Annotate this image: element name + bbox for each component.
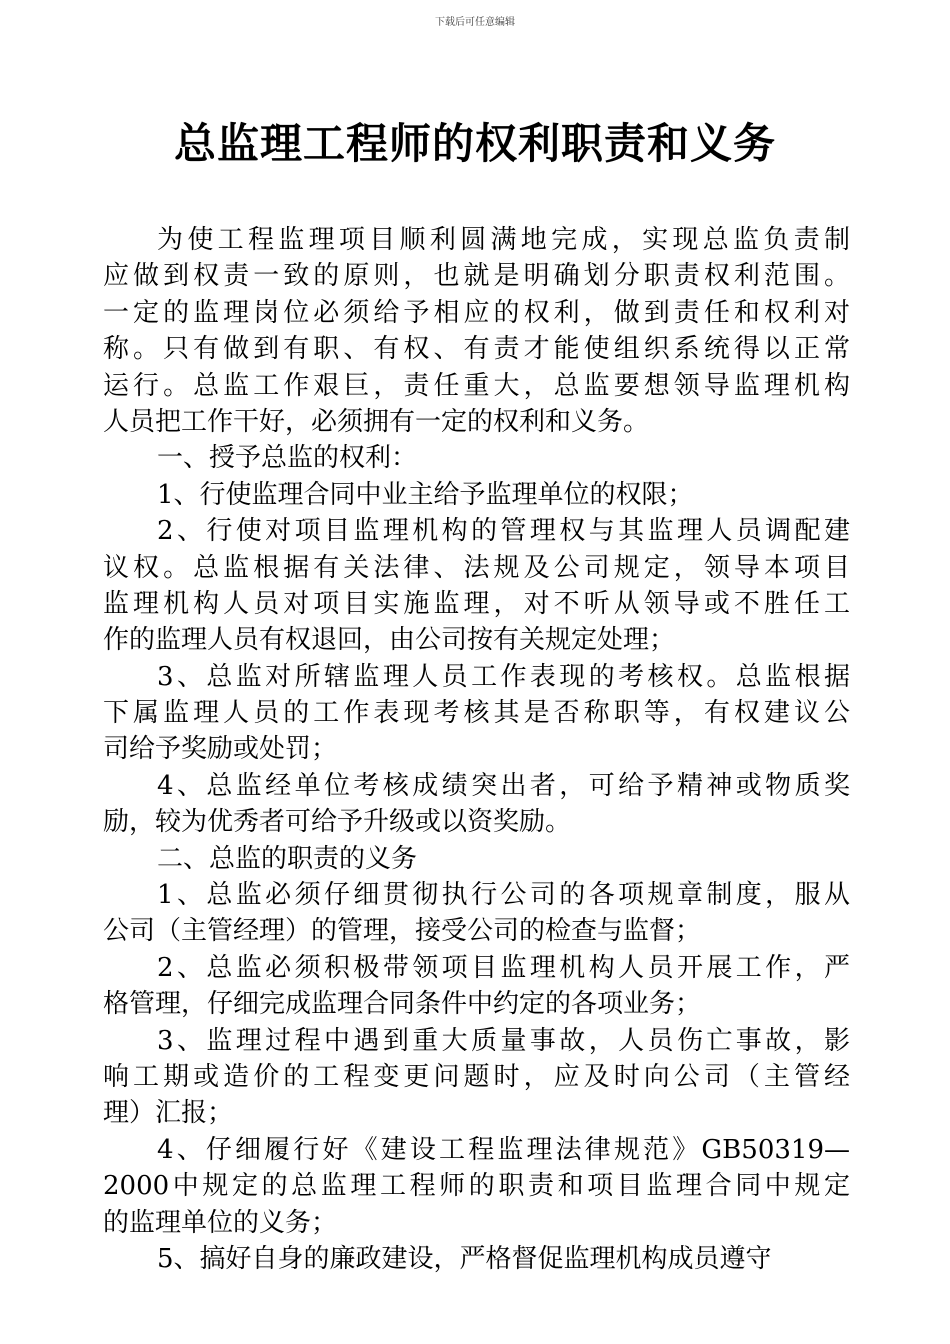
paragraph-right-1 xyxy=(103,477,850,513)
page-title: 总监理工程师的权利职责和义务 xyxy=(173,119,776,168)
text-line: 议权。总监根据有关法律、法规及公司规定，领导本项目 xyxy=(103,552,850,583)
text-line: 一、授予总监的权利： xyxy=(157,443,418,474)
text-line: 作的监理人员有权退回，由公司按有关规定处理； xyxy=(103,625,676,656)
text-line: 4、仔细履行好《建设工程监理法律规范》GB50319— xyxy=(157,1134,850,1165)
paragraph-section-2-heading xyxy=(103,841,850,877)
paragraph-duty-5 xyxy=(103,1241,850,1277)
text-line: 司给予奖励或处罚； xyxy=(103,734,338,765)
paragraph-duty-3 xyxy=(103,1023,850,1132)
text-line: 运行。总监工作艰巨，责任重大，总监要想领导监理机构 xyxy=(103,370,850,401)
text-line: 1、行使监理合同中业主给予监理单位的权限； xyxy=(157,479,694,510)
text-line: 3、监理过程中遇到重大质量事故，人员伤亡事故，影 xyxy=(157,1025,850,1056)
text-line: 响工期或造价的工程变更问题时，应及时向公司（主管经 xyxy=(103,1061,850,1092)
text-line: 2000中规定的总监理工程师的职责和项目监理合同中规定 xyxy=(103,1171,850,1202)
paragraph-right-4 xyxy=(103,768,850,841)
text-line: 二、总监的职责的义务 xyxy=(157,843,418,874)
paragraph-right-2 xyxy=(103,513,850,659)
text-line: 人员把工作干好，必须拥有一定的权利和义务。 xyxy=(103,406,650,437)
text-line: 称。只有做到有职、有权、有责才能使组织系统得以正常 xyxy=(103,334,850,365)
text-line: 为使工程监理项目顺利圆满地完成，实现总监负责制 xyxy=(157,225,850,255)
paragraph-right-3 xyxy=(103,659,850,768)
text-line: 的监理单位的义务； xyxy=(103,1207,338,1238)
text-line: 2、总监必须积极带领项目监理机构人员开展工作，严 xyxy=(157,952,850,983)
text-line: 4、总监经单位考核成绩突出者，可给予精神或物质奖 xyxy=(157,770,850,801)
text-line: 下属监理人员的工作表现考核其是否称职等，有权建议公 xyxy=(103,698,850,729)
text-line: 监理机构人员对项目实施监理，对不听从领导或不胜任工 xyxy=(103,588,850,619)
text-line: 励，较为优秀者可给予升级或以资奖励。 xyxy=(103,807,572,838)
text-line: 3、总监对所辖监理人员工作表现的考核权。总监根据 xyxy=(157,661,850,692)
text-line: 应做到权责一致的原则，也就是明确划分职责权利范围。 xyxy=(103,261,850,292)
text-line: 公司（主管经理）的管理，接受公司的检查与监督； xyxy=(103,916,702,947)
text-line: 5、搞好自身的廉政建设，严格督促监理机构成员遵守 xyxy=(157,1243,772,1274)
paragraph-duty-4 xyxy=(103,1132,850,1241)
paragraph-intro xyxy=(103,222,850,440)
text-line: 1、总监必须仔细贯彻执行公司的各项规章制度，服从 xyxy=(157,880,850,911)
text-line: 格管理，仔细完成监理合同条件中约定的各项业务； xyxy=(103,989,702,1020)
paragraph-duty-2 xyxy=(103,950,850,1023)
text-line: 一定的监理岗位必须给予相应的权利，做到责任和权利对 xyxy=(103,297,850,328)
text-line: 2、行使对项目监理机构的管理权与其监理人员调配建 xyxy=(157,516,850,547)
paragraph-duty-1 xyxy=(103,877,850,950)
header-note: 下载后可任意编辑 xyxy=(435,17,515,28)
text-line: 理）汇报； xyxy=(103,1098,234,1129)
document-body xyxy=(103,222,850,1277)
paragraph-section-1-heading xyxy=(103,440,850,476)
